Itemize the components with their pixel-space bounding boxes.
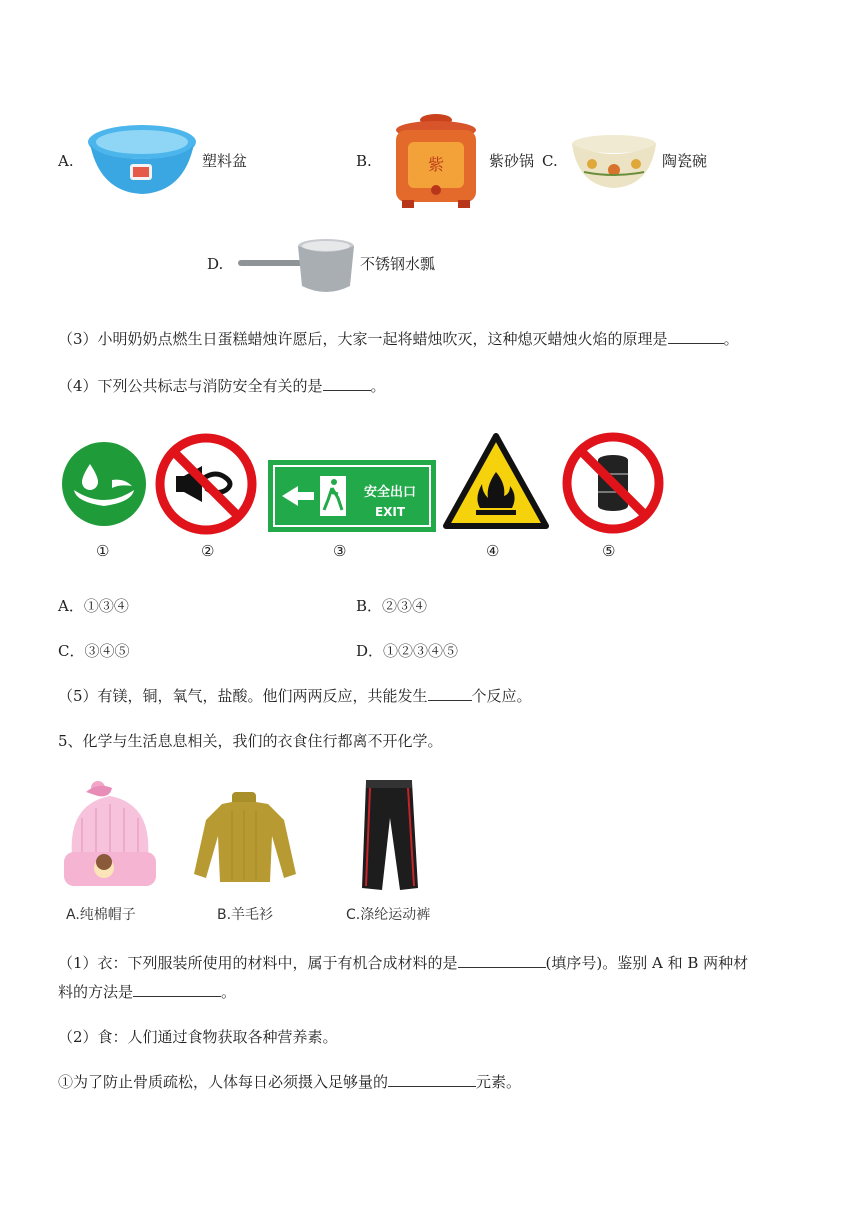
question-3 (58, 329, 739, 349)
flammable-warning-sign-icon (442, 432, 550, 532)
q5-part1-text: （1）衣：下列服装所使用的材料中，属于有机合成材料的是 (58, 954, 458, 972)
water-saving-sign-icon (60, 440, 148, 528)
sign-number-5: ⑤ (602, 542, 616, 560)
ceramic-bowl-image (570, 134, 658, 194)
question-5-sub-end: 个反应。 (471, 687, 532, 705)
sign-number-1: ① (96, 542, 110, 560)
plastic-basin-image (86, 122, 198, 198)
option-c-letter: C. (542, 152, 558, 170)
question-4-end: 。 (370, 377, 386, 395)
sign-number-4: ④ (486, 542, 500, 560)
answer-blank[interactable] (133, 982, 221, 997)
option-a-letter: A. (58, 152, 74, 170)
q5-part1-line2-end: 。 (221, 983, 237, 1001)
q5-part1-line2 (58, 982, 236, 1002)
option-a-label: 塑料盆 (202, 152, 248, 170)
caption-wool-sweater: B.羊毛衫 (217, 907, 274, 923)
question-5-sub-text: （5）有镁，铜，氧气，盐酸。他们两两反应，共能发生 (58, 687, 428, 705)
q5-part1-line2-text: 料的方法是 (58, 983, 134, 1001)
q5-part2-sub1-end: 元素。 (476, 1073, 522, 1091)
safety-exit-sign-icon (268, 460, 436, 532)
answer-blank[interactable] (668, 329, 724, 344)
question-5-stem: 5、化学与生活息息相关，我们的衣食住行都离不开化学。 (58, 732, 443, 750)
answer-blank[interactable] (428, 686, 472, 701)
caption-cotton-hat: A.纯棉帽子 (66, 907, 136, 923)
answer-blank[interactable] (388, 1072, 476, 1087)
q5-part1-line1 (58, 953, 748, 973)
answer-blank[interactable] (458, 953, 546, 968)
q5-part2-sub1 (58, 1072, 521, 1092)
question-3-end: 。 (723, 330, 739, 348)
no-horn-sign-icon (154, 432, 258, 536)
option-d-label: 不锈钢水瓢 (360, 255, 436, 273)
q5-part2: （2）食：人们通过食物获取各种营养素。 (58, 1028, 338, 1046)
sign-number-2: ② (201, 542, 215, 560)
exit-sign-en-text: EXIT (374, 505, 406, 519)
option-b-letter: B. (356, 152, 372, 170)
question-4 (58, 376, 386, 396)
no-oil-drum-sign-icon (560, 430, 666, 536)
caption-polyester-pants: C.涤纶运动裤 (346, 907, 431, 923)
svg-text:紫: 紫 (427, 155, 445, 174)
wool-sweater-image (192, 790, 298, 886)
question-4-option-a: A．①③④ (58, 597, 129, 615)
steel-ladle-image (236, 236, 358, 298)
polyester-pants-image (356, 778, 424, 894)
sign-number-3: ③ (333, 542, 347, 560)
question-4-option-d: D．①②③④⑤ (356, 642, 459, 660)
exit-sign-cn-text: 安全出口 (363, 485, 417, 500)
option-c-label: 陶瓷碗 (662, 152, 708, 170)
clay-pot-image (388, 108, 484, 216)
question-4-text: （4）下列公共标志与消防安全有关的是 (58, 377, 323, 395)
answer-blank[interactable] (323, 376, 371, 391)
question-3-text: （3）小明奶奶点燃生日蛋糕蜡烛许愿后，大家一起将蜡烛吹灭，这种熄灭蜡烛火焰的原理是 (58, 330, 668, 348)
question-4-option-b: B．②③④ (356, 597, 428, 615)
question-5-sub (58, 686, 532, 706)
question-4-option-c: C．③④⑤ (58, 642, 130, 660)
option-d-letter: D. (207, 255, 224, 273)
q5-part2-sub1-text: ①为了防止骨质疏松，人体每日必须摄入足够量的 (58, 1073, 389, 1091)
option-b-label: 紫砂锅 (489, 152, 535, 170)
q5-part1-text-end: (填序号)。鉴别 A 和 B 两种材 (545, 954, 749, 972)
cotton-hat-image (60, 778, 160, 890)
